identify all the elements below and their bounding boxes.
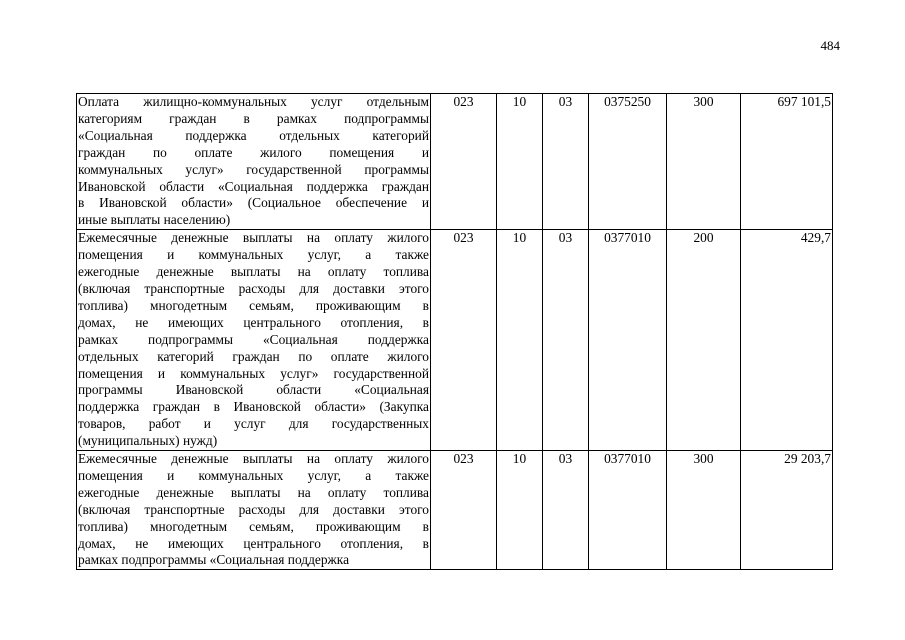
section-code: 10: [497, 94, 543, 230]
section-code: 10: [497, 230, 543, 451]
page-number: 484: [820, 38, 840, 53]
description-line: Ивановской области «Социальная поддержка граждан: [78, 178, 429, 194]
description-line: (включая транспортные расходы для доставки этого: [78, 501, 429, 517]
description-line: товаров, работ и услуг для государственных: [78, 416, 429, 432]
description-line: Оплата жилищно-коммунальных услуг отдельным: [78, 94, 429, 109]
amount-value: 697 101,5: [741, 94, 833, 230]
description-line: рамках подпрограммы «Социальная поддержка: [78, 552, 350, 568]
description-line: (муниципальных) нужд): [78, 433, 218, 449]
section-code: 10: [497, 451, 543, 570]
description-line: домах, не имеющих центрального отопления, в: [78, 535, 429, 551]
description-line: (включая транспортные расходы для доставки этого: [78, 280, 429, 296]
description-line: топлива) многодетным семьям, проживающим в: [78, 297, 429, 313]
row-description: [77, 451, 431, 570]
table-row: [77, 230, 833, 451]
ministry-code: 023: [431, 451, 497, 570]
description-line: топлива) многодетным семьям, проживающим в: [78, 518, 429, 534]
description-line: ежегодные денежные выплаты на оплату топлива: [78, 264, 429, 280]
description-line: коммунальных услуг» государственной программы: [78, 161, 429, 177]
description-line: помещения и коммунальных услуг, а также: [78, 247, 429, 263]
description-line: иные выплаты населению): [78, 212, 231, 228]
subsection-code: 03: [543, 451, 589, 570]
row-description: [77, 94, 431, 230]
description-line: ежегодные денежные выплаты на оплату топлива: [78, 484, 429, 500]
description-line: рамках подпрограммы «Социальная поддержка: [78, 331, 429, 347]
description-line: граждан по оплате жилого помещения и: [78, 144, 429, 160]
subsection-code: 03: [543, 94, 589, 230]
description-line: Ежемесячные денежные выплаты на оплату жилого: [78, 230, 429, 246]
description-line: отдельных категорий граждан по оплате жилого: [78, 348, 429, 364]
expense-type-code: 300: [667, 94, 741, 230]
description-line: в Ивановской области» (Социальное обеспечение и: [78, 195, 429, 211]
budget-table: [76, 93, 833, 570]
description-line: помещения и коммунальных услуг» государственной: [78, 365, 429, 381]
description-line: помещения и коммунальных услуг, а также: [78, 467, 429, 483]
table-body: [77, 94, 833, 570]
amount-value: 29 203,7: [741, 451, 833, 570]
description-line: домах, не имеющих центрального отопления, в: [78, 314, 429, 330]
subsection-code: 03: [543, 230, 589, 451]
target-article-code: 0377010: [589, 230, 667, 451]
description-line: категориям граждан в рамках подпрограммы: [78, 110, 429, 126]
target-article-code: 0375250: [589, 94, 667, 230]
table-row: [77, 451, 833, 570]
ministry-code: 023: [431, 230, 497, 451]
amount-value: 429,7: [741, 230, 833, 451]
target-article-code: 0377010: [589, 451, 667, 570]
expense-type-code: 200: [667, 230, 741, 451]
ministry-code: 023: [431, 94, 497, 230]
table-row: [77, 94, 833, 230]
row-description: [77, 230, 431, 451]
description-line: поддержка граждан в Ивановской области» (Закупка: [78, 399, 429, 415]
expense-type-code: 300: [667, 451, 741, 570]
description-line: Ежемесячные денежные выплаты на оплату жилого: [78, 451, 429, 467]
description-line: «Социальная поддержка отдельных категорий: [78, 127, 429, 143]
description-line: программы Ивановской области «Социальная: [78, 382, 429, 398]
